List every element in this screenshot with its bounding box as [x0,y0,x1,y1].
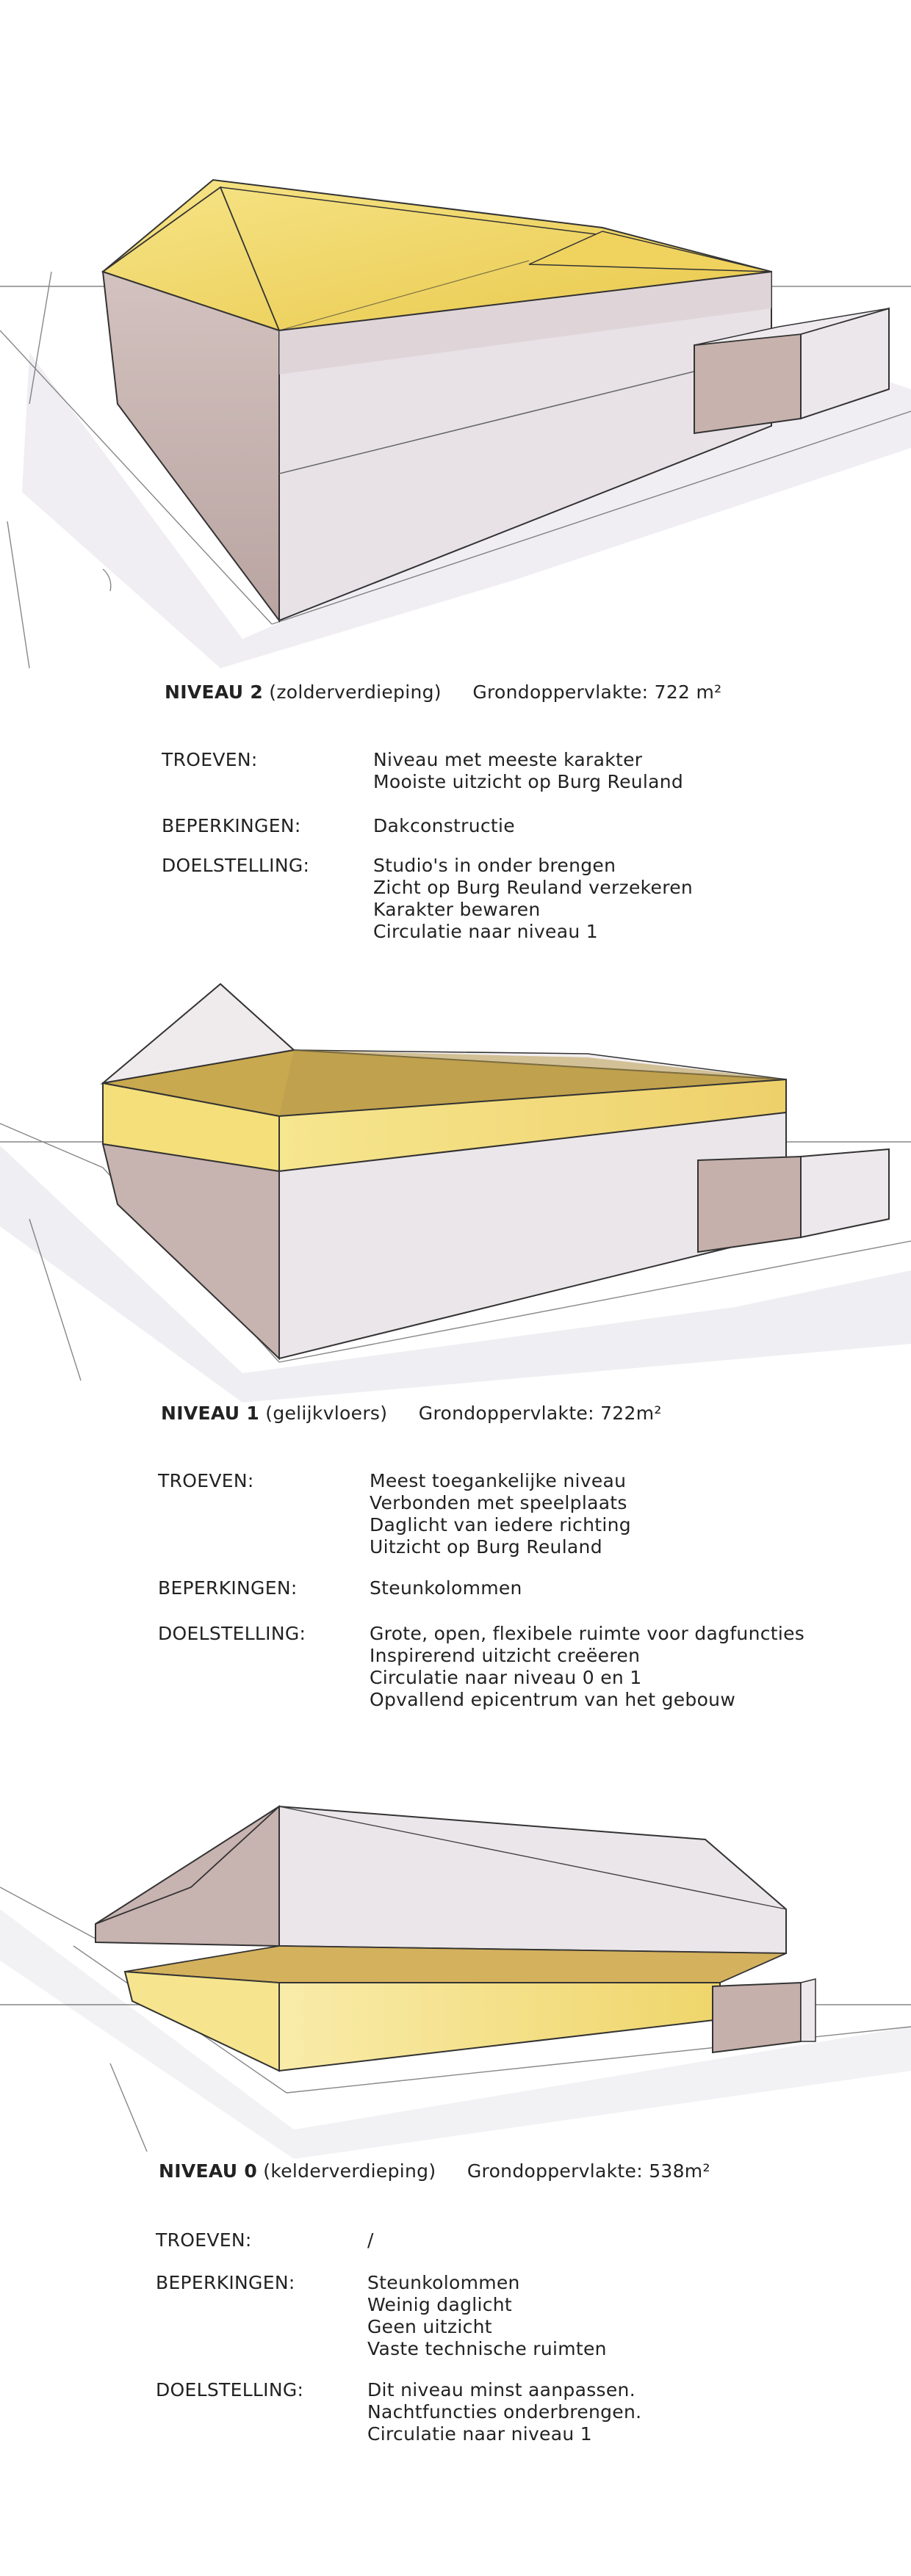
doelstelling-item: Dit niveau minst aanpassen. [367,2379,635,2400]
building-front-wall [279,1806,786,1953]
doelstelling-label: DOELSTELLING: [162,855,310,876]
beperkingen-label: BEPERKINGEN: [156,2272,295,2293]
doelstelling-item: Circulatie naar niveau 0 en 1 [370,1667,642,1688]
area-label: Grondoppervlakte: [472,681,649,703]
building-left-wall [96,1806,279,1946]
troeven-item: / [367,2229,374,2251]
sketch-niveau-2 [0,110,911,668]
level-title: NIVEAU 0 [159,2160,258,2182]
level-heading [159,2160,710,2182]
beperkingen-item: Vaste technische ruimten [367,2338,607,2359]
annex-block [694,334,801,433]
section-niveau-1 [158,1403,893,1726]
annex-block [713,1983,801,2052]
section-niveau-0 [156,2160,890,2483]
area-value: 538m² [649,2160,710,2182]
troeven-label: TROEVEN: [158,1470,254,1491]
level-subtitle: (zolderverdieping) [269,681,442,703]
level-title: NIVEAU 1 [161,1403,260,1424]
sketch-niveau-0 [0,1718,911,2159]
doelstelling-item: Circulatie naar niveau 1 [373,921,598,942]
level-heading [161,1403,662,1424]
doelstelling-item: Nachtfuncties onderbrengen. [367,2401,642,2423]
area-value: 722m² [600,1403,662,1424]
troeven-item: Meest toegankelijke niveau [370,1470,627,1491]
doelstelling-label: DOELSTELLING: [158,1623,306,1644]
doelstelling-item: Grote, open, flexibele ruimte voor dagfuncties [370,1623,805,1644]
doelstelling-item: Opvallend epicentrum van het gebouw [370,1689,736,1710]
doelstelling-item: Circulatie naar niveau 1 [367,2423,592,2445]
beperkingen-item: Geen uitzicht [367,2316,492,2337]
level-heading [165,681,721,703]
floor-highlight-front [279,1983,720,2071]
area-label: Grondoppervlakte: [418,1403,594,1424]
beperkingen-item: Steunkolommen [367,2272,520,2293]
floor-highlight-top [125,1946,786,1983]
doelstelling-item: Inspirerend uitzicht creëeren [370,1645,641,1666]
level-subtitle: (kelderverdieping) [263,2160,436,2182]
doelstelling-label: DOELSTELLING: [156,2379,304,2400]
troeven-label: TROEVEN: [162,749,258,770]
doelstelling-item: Zicht op Burg Reuland verzekeren [373,877,694,898]
troeven-item: Verbonden met speelplaats [370,1492,627,1513]
beperkingen-label: BEPERKINGEN: [162,815,301,836]
troeven-item: Niveau met meeste karakter [373,749,643,770]
beperkingen-item: Steunkolommen [370,1577,522,1599]
level-title: NIVEAU 2 [165,681,264,703]
beperkingen-label: BEPERKINGEN: [158,1577,298,1599]
troeven-item: Mooiste uitzicht op Burg Reuland [373,771,684,792]
troeven-label: TROEVEN: [156,2229,252,2251]
beperkingen-item: Dakconstructie [373,815,515,836]
area-value: 722 m² [654,681,722,703]
section-niveau-2 [162,681,896,960]
sketch-niveau-1 [0,962,911,1403]
troeven-item: Daglicht van iedere richting [370,1514,631,1535]
doelstelling-item: Karakter bewaren [373,899,541,920]
level-subtitle: (gelijkvloers) [265,1403,388,1424]
beperkingen-item: Weinig daglicht [367,2294,513,2315]
doelstelling-item: Studio's in onder brengen [373,855,616,876]
area-label: Grondoppervlakte: [467,2160,643,2182]
annex-block [698,1157,801,1252]
troeven-item: Uitzicht op Burg Reuland [370,1536,602,1557]
